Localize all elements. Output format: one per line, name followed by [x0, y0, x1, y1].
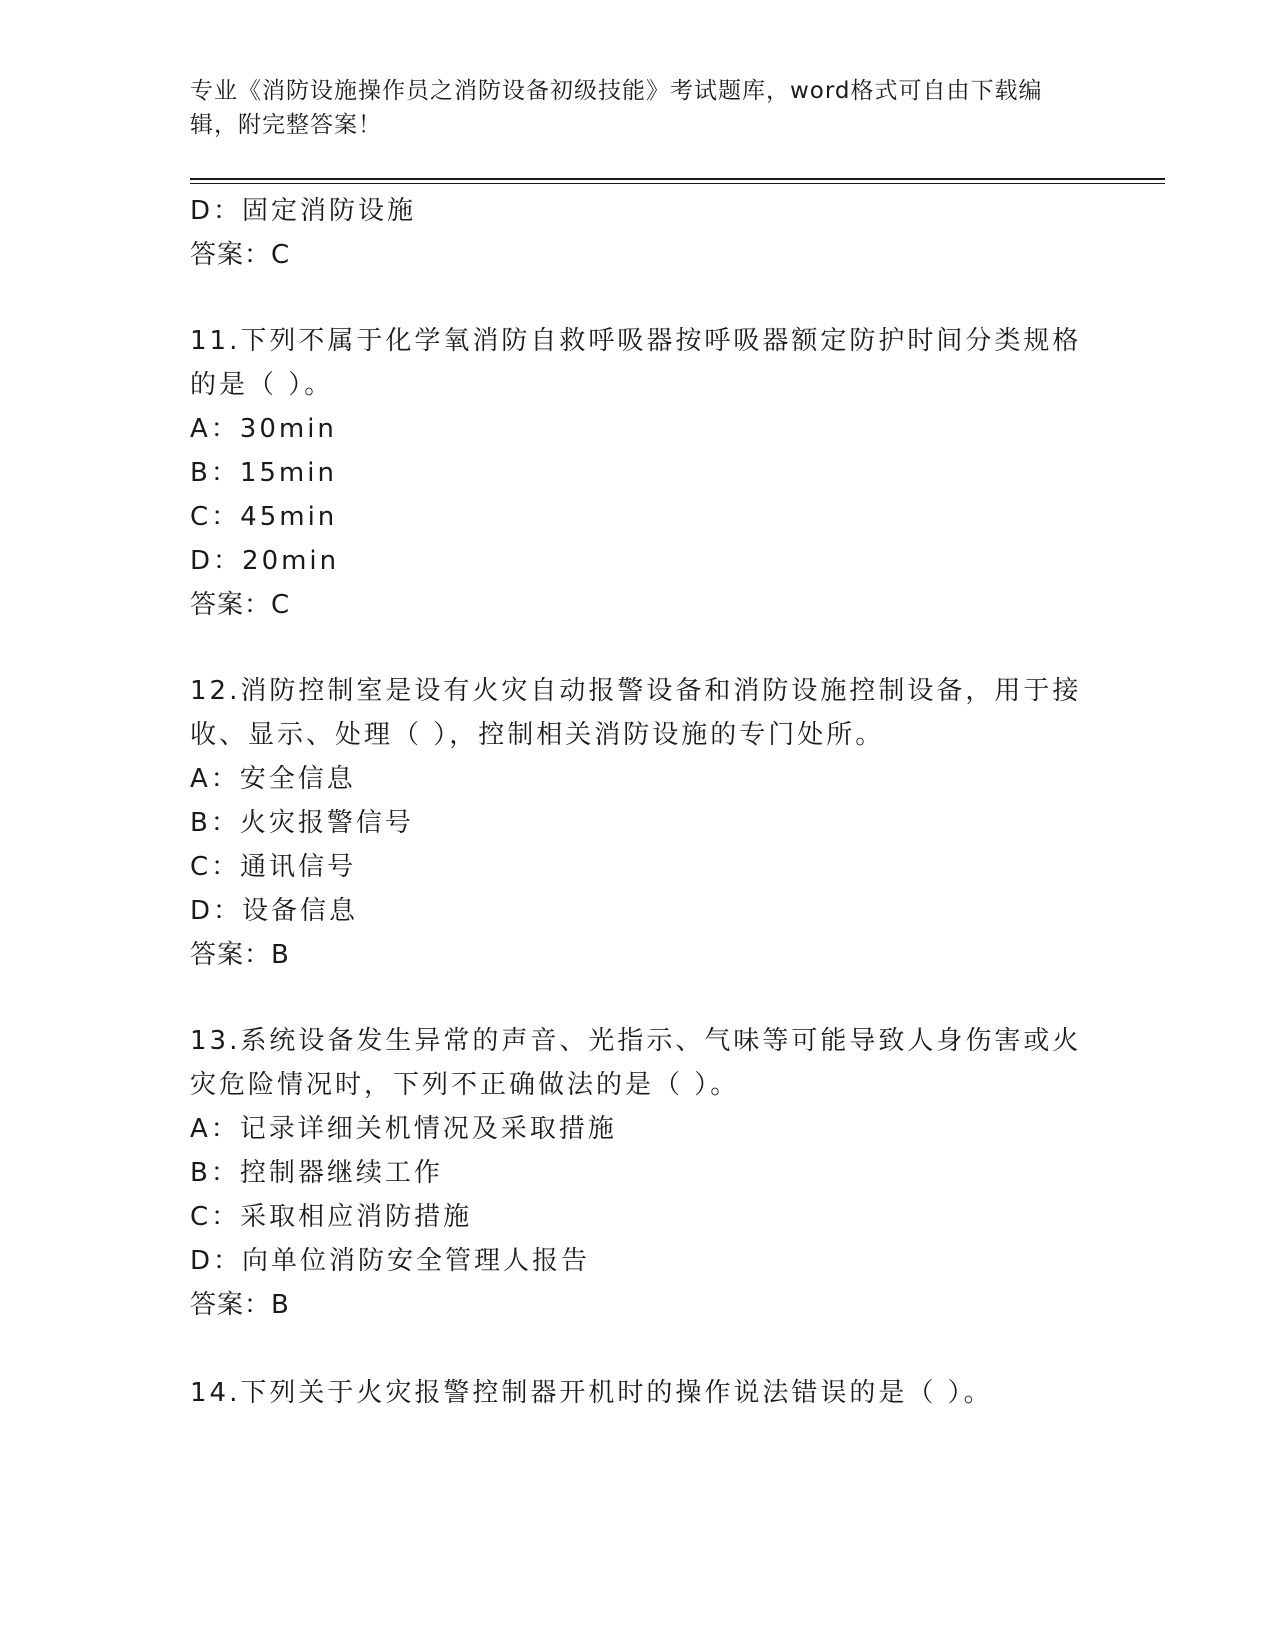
header-line-1: 专业《消防设施操作员之消防设备初级技能》考试题库，word格式可自由下载编 — [190, 78, 1043, 104]
q13-option-a: A：记录详细关机情况及采取措施 — [190, 1114, 617, 1144]
q11-option-c: C：45min — [190, 502, 338, 532]
q12-stem-line-1: 12.消防控制室是设有火灾自动报警设备和消防设施控制设备，用于接 — [190, 676, 1082, 706]
q11-answer: 答案：C — [190, 590, 291, 620]
q11-option-b: B：15min — [190, 458, 337, 488]
q11-stem-line-2: 的是（ ）。 — [190, 370, 334, 400]
header-line-2: 辑，附完整答案！ — [190, 112, 382, 138]
q13-option-c: C：采取相应消防措施 — [190, 1202, 473, 1232]
prev-answer: 答案：C — [190, 240, 291, 270]
q13-option-b: B：控制器继续工作 — [190, 1158, 443, 1188]
q13-option-d: D：向单位消防安全管理人报告 — [190, 1246, 591, 1276]
q12-option-d: D：设备信息 — [190, 896, 359, 926]
document-header — [190, 74, 1080, 142]
q12-option-b: B：火灾报警信号 — [190, 808, 414, 838]
q13-answer: 答案：B — [190, 1290, 290, 1320]
q12-option-c: C：通讯信号 — [190, 852, 357, 882]
header-divider-thin — [190, 183, 1165, 184]
header-divider-thick — [190, 178, 1165, 180]
q13-stem-line-2: 灾危险情况时，下列不正确做法的是（ ）。 — [190, 1070, 740, 1100]
q11-option-a: A：30min — [190, 414, 337, 444]
q12-answer: 答案：B — [190, 940, 290, 970]
q11-option-d: D：20min — [190, 546, 340, 576]
q12-stem-line-2: 收、显示、处理（ ），控制相关消防设施的专门处所。 — [190, 720, 885, 750]
q14-stem-line-1: 14.下列关于火灾报警控制器开机时的操作说法错误的是（ ）。 — [190, 1378, 993, 1408]
q11-stem-line-1: 11.下列不属于化学氧消防自救呼吸器按呼吸器额定防护时间分类规格 — [190, 326, 1082, 356]
q12-option-a: A：安全信息 — [190, 764, 356, 794]
q13-stem-line-1: 13.系统设备发生异常的声音、光指示、气味等可能导致人身伤害或火 — [190, 1026, 1082, 1056]
prev-option-d: D：固定消防设施 — [190, 196, 417, 226]
